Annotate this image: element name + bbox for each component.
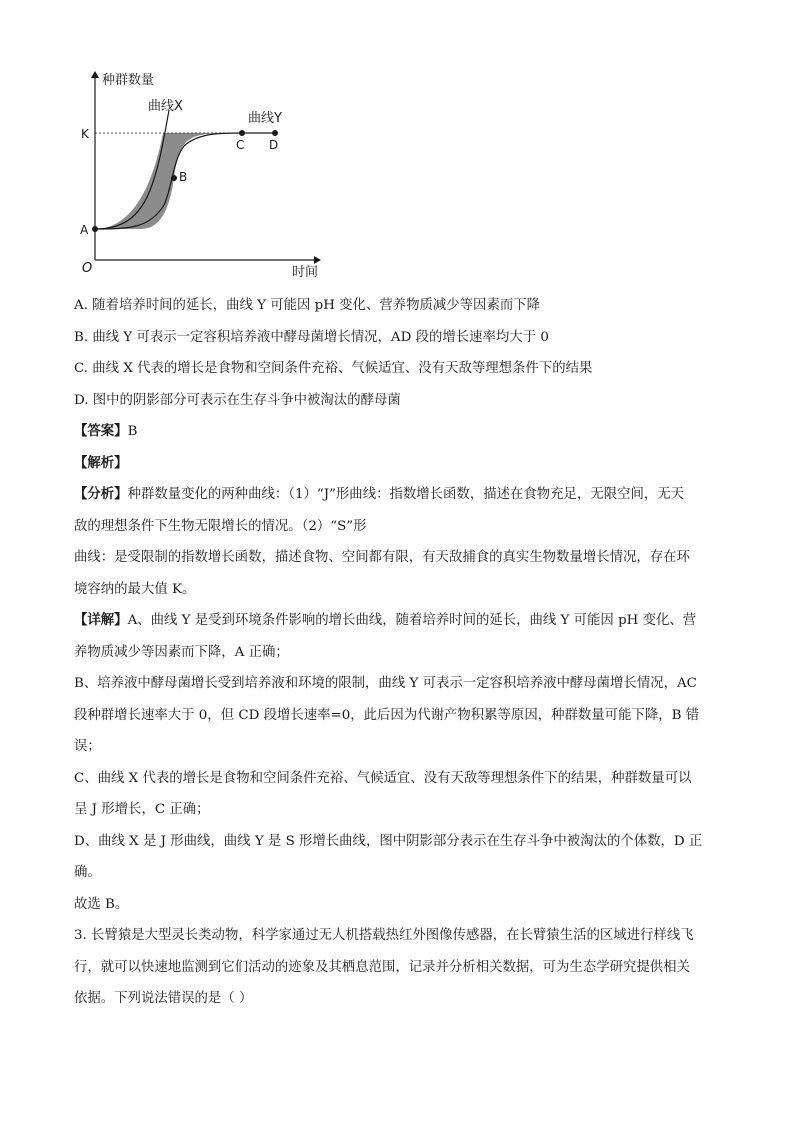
detail-tag: 【详解】 xyxy=(74,612,128,628)
y-axis-label: 种群数量 xyxy=(102,73,155,88)
answer-tag: 【答案】 xyxy=(74,423,128,439)
analysis-tag: 【解析】 xyxy=(74,454,128,471)
fenxi-text-1: 种群数量变化的两种曲线：（1）“J”形曲线：指数增长函数，描述在食物充足，无限空间，无天 xyxy=(127,487,685,502)
point-d-dot xyxy=(272,130,278,136)
point-b-dot xyxy=(171,175,177,181)
answer-line xyxy=(74,416,724,448)
detail-b-line-3: 误； xyxy=(74,739,101,754)
option-b: B. 曲线 Y 可表示一定容积培养液中酵母菌增长情况，AD 段的增长速率均大于 0 xyxy=(74,329,549,345)
detail-d-line-2: 确。 xyxy=(74,865,101,880)
conclusion-line: 故选 B。 xyxy=(74,896,129,912)
detail-b-line-2: 段种群增长速率大于 0，但 CD 段增长速率=0，此后因为代谢产物积累等原因，种群数量可能下降，B 错 xyxy=(74,707,700,723)
option-a: A. 随着培养时间的延长，曲线 Y 可能因 pH 变化、营养物质减少等因素而下降 xyxy=(74,298,541,313)
k-label: K xyxy=(81,127,89,141)
eliminated-area-shade xyxy=(95,133,245,229)
document-body xyxy=(74,290,724,1015)
point-c-label: C xyxy=(236,138,245,152)
fenxi-line-2: 敌的理想条件下生物无限增长的情况。（2）“S”形 xyxy=(74,518,367,534)
fenxi-line-3: 曲线：是受限制的指数增长函数，描述食物、空间都有限，有天敌捕食的真实生物数量增长情况，存在环 xyxy=(74,550,690,565)
question-3-line-2: 行，就可以快速地监测到它们活动的迹象及其栖息范围，记录并分析相关数据，可为生态学研究提供相关 xyxy=(74,959,690,975)
detail-d-line-1: D、曲线 X 是 J 形曲线，曲线 Y 是 S 形增长曲线，图中阴影部分表示在生存斗争中被淘汰的个体数，D 正 xyxy=(74,833,703,849)
detail-c-line-1: C、曲线 X 代表的增长是食物和空间条件充裕、气候适宜、没有天敌等理想条件下的结果，种群数量可以 xyxy=(74,770,692,786)
analysis-heading xyxy=(74,448,724,480)
detail-b-line-1: B、培养液中酵母菌增长受到培养液和环境的限制，曲线 Y 可表示一定容积培养液中酵母菌增长情况，AC xyxy=(74,676,697,691)
point-b-label: B xyxy=(179,170,188,184)
fenxi-tag: 【分析】 xyxy=(74,486,128,502)
answer-value: B xyxy=(127,424,138,439)
population-growth-figure xyxy=(70,60,340,285)
point-d-label: D xyxy=(269,138,279,152)
point-a-label: A xyxy=(80,223,89,237)
point-a-dot xyxy=(92,226,98,232)
detail-a-text-1: A、曲线 Y 是受到环境条件影响的增长曲线，随着培养时间的延长，曲线 Y 可能因 pH 变化、营 xyxy=(127,613,697,628)
question-3-line-1: 3. 长臂猿是大型灵长类动物，科学家通过无人机搭载热红外图像传感器，在长臂猿生活的区域进行样线飞 xyxy=(74,928,694,943)
option-c: C. 曲线 X 代表的增长是食物和空间条件充裕、气候适宜、没有天敌等理想条件下的结果 xyxy=(74,361,593,376)
x-axis-label: 时间 xyxy=(292,265,319,280)
detail-line-1 xyxy=(74,605,724,637)
fenxi-line-4: 境容纳的最大值 K。 xyxy=(74,581,196,597)
option-d: D. 图中的阴影部分可表示在生存斗争中被淘汰的酵母菌 xyxy=(74,392,401,408)
curve-x-label: 曲线X xyxy=(148,99,183,114)
origin-label: O xyxy=(82,261,93,276)
growth-curves-svg xyxy=(70,60,340,285)
fenxi-line-1 xyxy=(74,479,724,511)
detail-a-line-2: 养物质减少等因素而下降，A 正确； xyxy=(74,644,289,660)
point-c-dot xyxy=(239,130,245,136)
detail-c-line-2: 呈 J 形增长，C 正确； xyxy=(74,802,210,817)
question-3-line-3: 依据。下列说法错误的是（ ） xyxy=(74,991,253,1006)
curve-y-label: 曲线Y xyxy=(248,111,282,126)
